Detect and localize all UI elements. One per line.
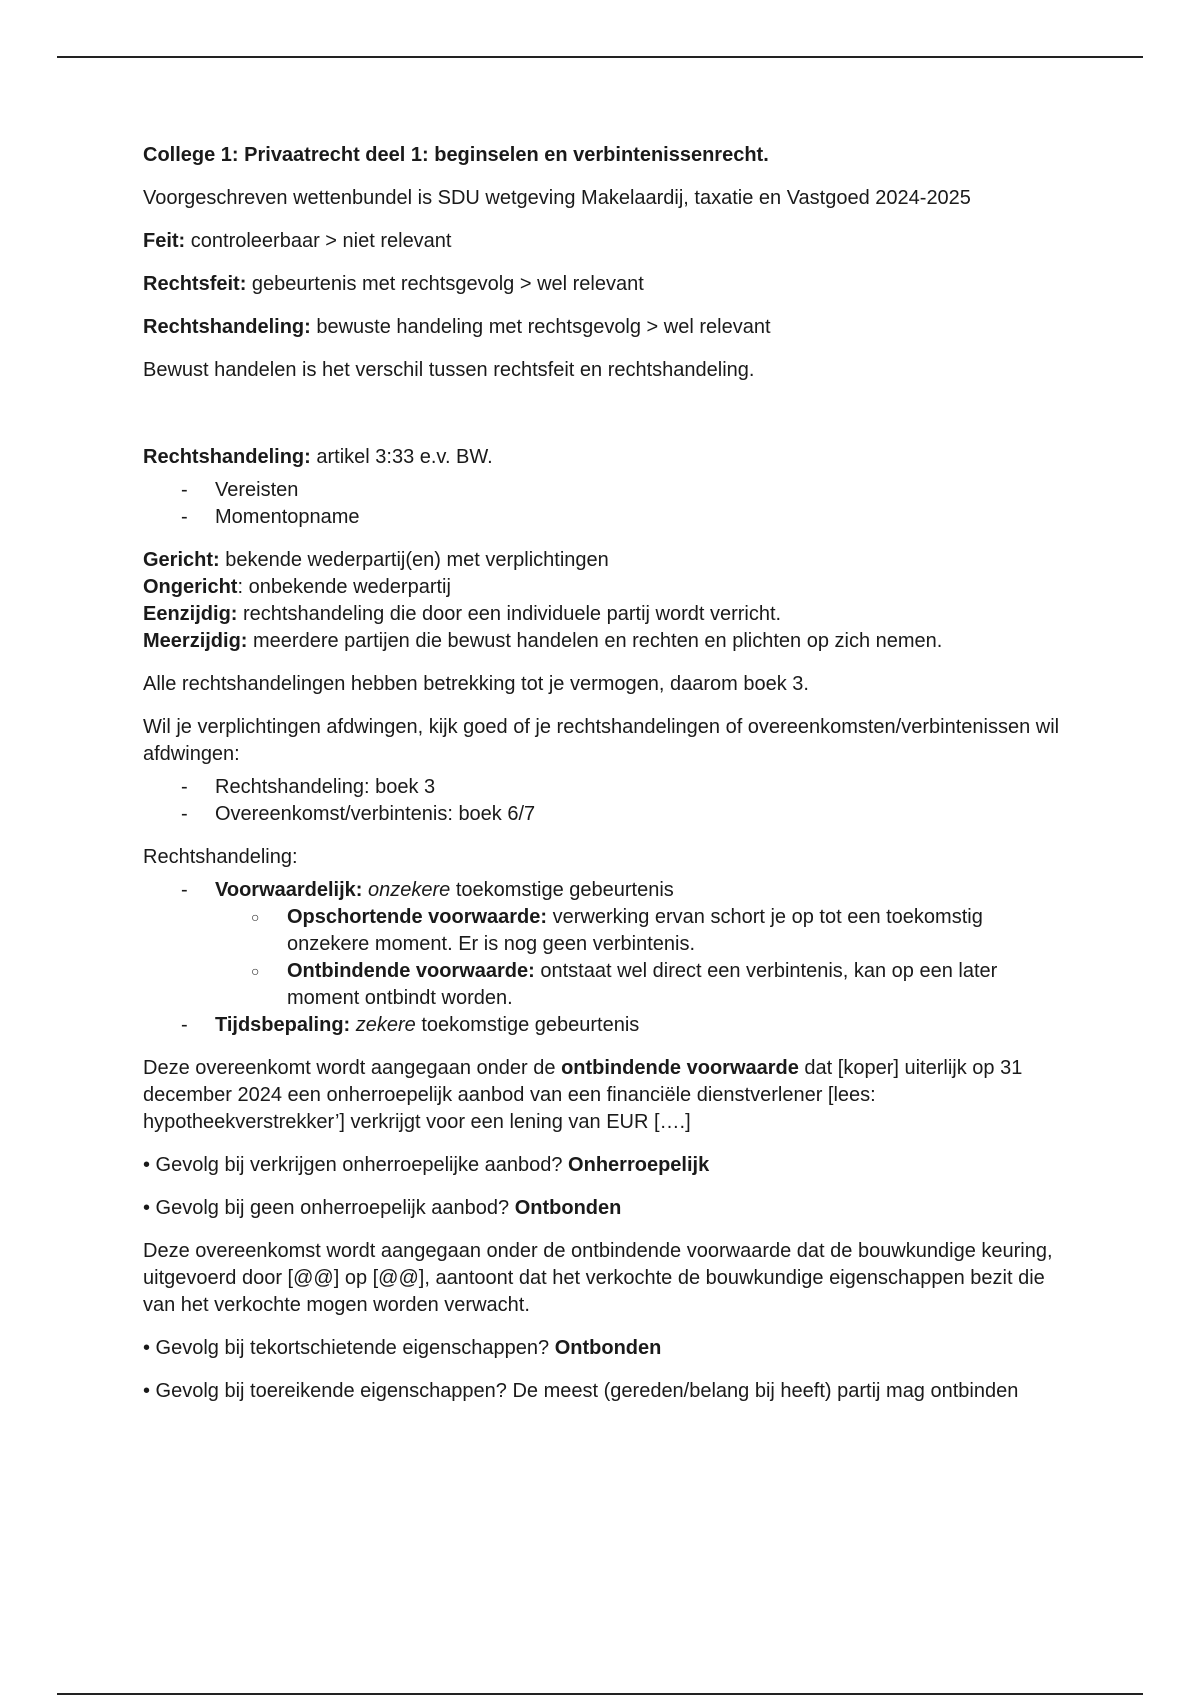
list-item-voorwaardelijk (143, 877, 1063, 1012)
bold-text: Ontbonden (514, 1197, 622, 1219)
gevolg-4: • Gevolg bij toereikende eigenschappen? De meest (gereden/belang bij heeft) partij mag ontbinden (143, 1380, 1019, 1402)
wil-paragraph: Wil je verplichtingen afdwingen, kijk goed of je rechtshandelingen of overeenkomsten/verbintenissen wil afdwingen: (143, 716, 1060, 765)
definition: gebeurtenis met rechtsgevolg > wel relevant (246, 273, 644, 295)
definition: artikel 3:33 e.v. BW. (310, 446, 493, 468)
def-eenzijdig (143, 601, 1063, 628)
emphasis: onzekere (368, 879, 451, 901)
sub-list (215, 904, 1063, 1012)
term: Voorwaardelijk: (215, 879, 363, 901)
term: Gericht: (143, 549, 220, 571)
text: • Gevolg bij tekortschietende eigenschappen? (143, 1337, 555, 1359)
books-list (143, 774, 1063, 828)
def-meerzijdig (143, 628, 1063, 655)
def-feit (143, 228, 1063, 255)
term: Meerzijdig: (143, 630, 248, 652)
type-definitions (143, 547, 1063, 655)
def-rechtsfeit (143, 271, 1063, 298)
def-gericht (143, 547, 1063, 574)
term: Rechtshandeling: (143, 316, 311, 338)
definition: meerdere partijen die bewust handelen en rechten en plichten op zich nemen. (247, 630, 943, 652)
text: • Gevolg bij verkrijgen onherroepelijke aanbod? (143, 1154, 569, 1176)
intro-paragraph: Voorgeschreven wettenbundel is SDU wetgeving Makelaardij, taxatie en Vastgoed 2024-2025 (143, 187, 971, 209)
gevolg-2 (143, 1195, 1063, 1222)
def-ongericht (143, 574, 1063, 601)
list-item-tijdsbepaling (143, 1012, 1063, 1039)
alle-paragraph: Alle rechtshandelingen hebben betrekking tot je vermogen, daarom boek 3. (143, 673, 809, 695)
gevolg-1 (143, 1152, 1063, 1179)
definition: controleerbaar > niet relevant (185, 230, 452, 252)
definition: rechtshandeling die door een individuele partij wordt verricht. (237, 603, 782, 625)
bold-text: ontbindende voorwaarde (561, 1057, 799, 1079)
definition: : onbekende wederpartij (237, 576, 451, 598)
clause-inspection: Deze overeenkomst wordt aangegaan onder de ontbindende voorwaarde dat de bouwkundige keuring, uitgevoerd door [@@] op [@@], aantoont dat het verkochte de bouwkundige eigenschappen bezit die van het verkochte mogen worden verwacht. (143, 1240, 1053, 1316)
condition-list (143, 877, 1063, 1039)
emphasis: zekere (355, 1014, 416, 1036)
text: • Gevolg bij geen onherroepelijk aanbod? (143, 1197, 515, 1219)
definition: toekomstige gebeurtenis (450, 879, 674, 901)
definition: toekomstige gebeurtenis (415, 1014, 640, 1036)
term: Eenzijdig: (143, 603, 238, 625)
gevolg-3 (143, 1335, 1063, 1362)
list-item-opschortend (215, 904, 1063, 958)
term: Ongericht (143, 576, 238, 598)
term: Feit: (143, 230, 186, 252)
term: Opschortende voorwaarde: (287, 906, 548, 928)
rechtshandeling-label: Rechtshandeling: (143, 846, 298, 868)
document-body (143, 142, 1063, 1421)
term: Ontbindende voorwaarde: (287, 960, 535, 982)
list-item-ontbindend (215, 958, 1063, 1012)
bewust-paragraph: Bewust handelen is het verschil tussen rechtsfeit en rechtshandeling. (143, 359, 755, 381)
bottom-rule (57, 1693, 1143, 1695)
clause-financing (143, 1055, 1063, 1136)
text: Deze overeenkomt wordt aangegaan onder de (143, 1057, 562, 1079)
bold-text: Ontbonden (554, 1337, 662, 1359)
list-item: - Vereisten (143, 477, 1063, 504)
top-rule (57, 56, 1143, 58)
term: Rechtsfeit: (143, 273, 247, 295)
def-rechtshandeling (143, 314, 1063, 341)
bold-text: Onherroepelijk (568, 1154, 710, 1176)
term: Tijdsbepaling: (215, 1014, 351, 1036)
definition: ontstaat wel direct een verbintenis, kan op een later moment ontbindt worden. (287, 960, 998, 1009)
definition: verwerking ervan schort je op tot een toekomstig onzekere moment. Er is nog geen verbintenis. (287, 906, 983, 955)
list-item: - Momentopname (143, 504, 1063, 531)
list-item: - Rechtshandeling: boek 3 (143, 774, 1063, 801)
doc-title: College 1: Privaatrecht deel 1: beginselen en verbintenissenrecht. (143, 144, 769, 166)
requirements-list (143, 477, 1063, 531)
term: Rechtshandeling: (143, 446, 311, 468)
definition: bekende wederpartij(en) met verplichtingen (219, 549, 609, 571)
rechtshandeling-artikel (143, 444, 1063, 471)
definition: bewuste handeling met rechtsgevolg > wel relevant (310, 316, 771, 338)
list-item: - Overeenkomst/verbintenis: boek 6/7 (143, 801, 1063, 828)
text: dat [koper] uiterlijk op 31 december 2024 een onherroepelijk aanbod van een financiële dienstverlener [lees: hypotheekverstrekker’] verkrijgt voor een lening van EUR [….] (143, 1057, 1023, 1133)
